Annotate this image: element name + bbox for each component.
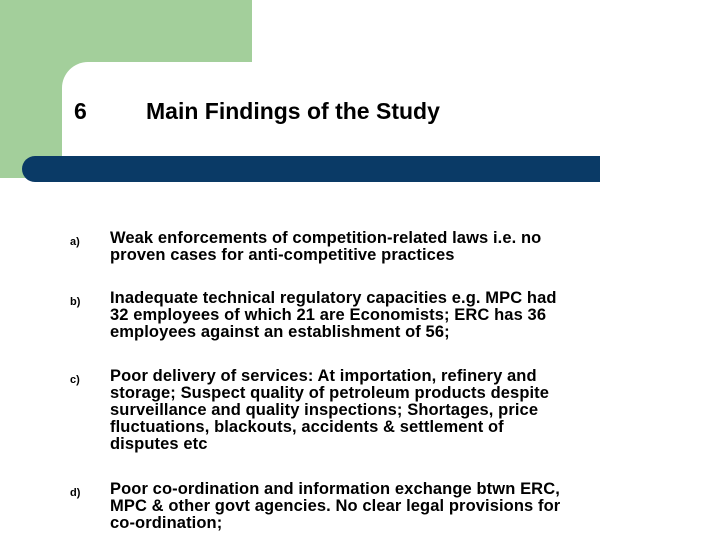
finding-line: MPC & other govt agencies. No clear legal provisions for bbox=[110, 497, 561, 515]
finding-text bbox=[110, 368, 685, 453]
slide-title: Main Findings of the Study bbox=[146, 98, 440, 124]
finding-line: Poor co-ordination and information exchange btwn ERC, bbox=[110, 480, 560, 498]
finding-line: 32 employees of which 21 are Economists; ERC has 36 bbox=[110, 306, 547, 324]
finding-line: fluctuations, blackouts, accidents & settlement of bbox=[110, 418, 504, 436]
finding-line: co-ordination; bbox=[110, 514, 223, 532]
finding-label: d) bbox=[70, 487, 81, 499]
finding-text bbox=[110, 290, 685, 341]
title-underline-bar bbox=[22, 156, 600, 182]
finding-line: disputes etc bbox=[110, 435, 208, 453]
finding-label: b) bbox=[70, 296, 81, 308]
finding-line: surveillance and quality inspections; Shortages, price bbox=[110, 401, 539, 419]
finding-text bbox=[110, 230, 685, 264]
finding-line: Inadequate technical regulatory capacities e.g. MPC had bbox=[110, 289, 557, 307]
finding-line: Weak enforcements of competition-related laws i.e. no bbox=[110, 229, 542, 247]
finding-line: Poor delivery of services: At importation, refinery and bbox=[110, 367, 537, 385]
finding-line: employees against an establishment of 56; bbox=[110, 323, 450, 341]
slide-number: 6 bbox=[74, 98, 87, 124]
finding-line: storage; Suspect quality of petroleum products despite bbox=[110, 384, 550, 402]
finding-label: a) bbox=[70, 236, 80, 248]
finding-text bbox=[110, 481, 685, 532]
finding-label: c) bbox=[70, 374, 80, 386]
finding-line: proven cases for anti-competitive practices bbox=[110, 246, 455, 264]
